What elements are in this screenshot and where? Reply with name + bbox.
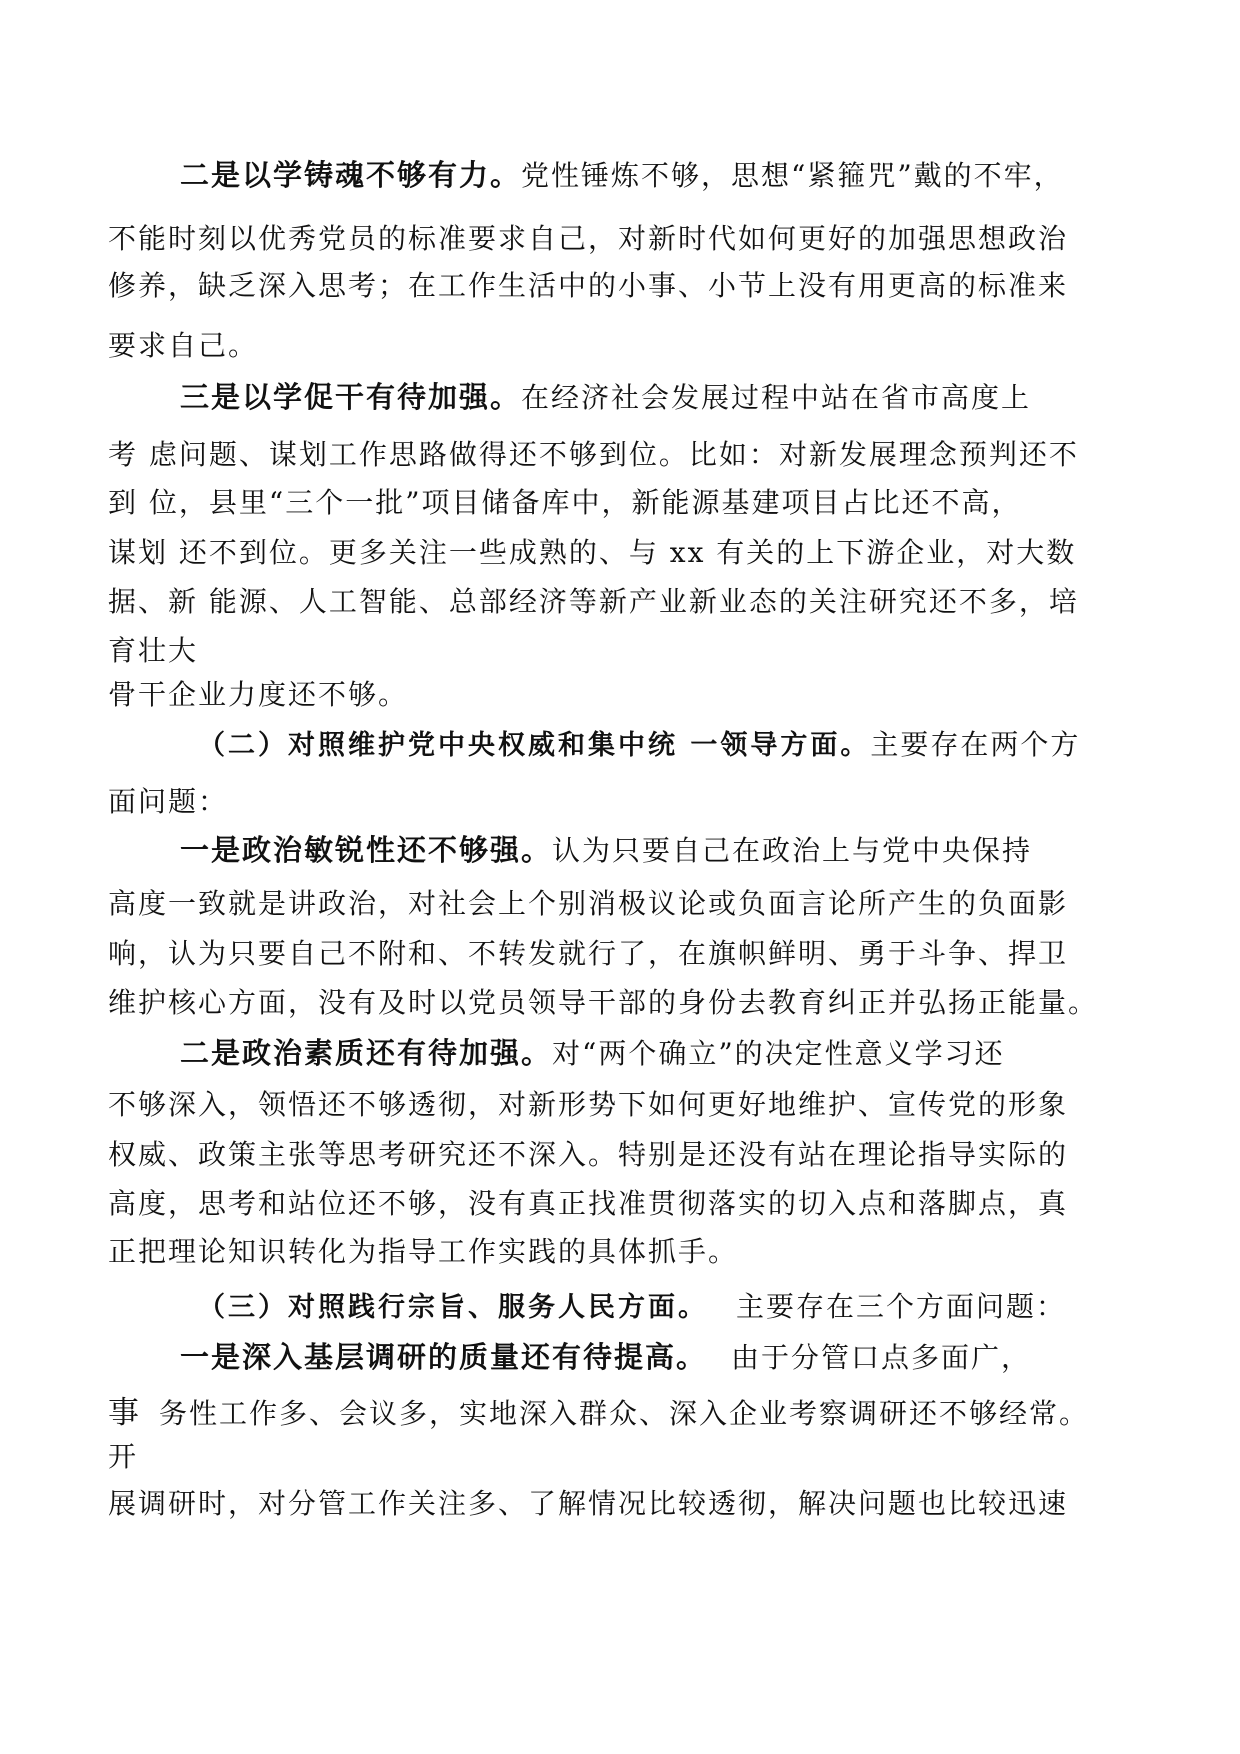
paragraph-line: 育壮大 (108, 634, 199, 667)
paragraph-line: 到 位，县里“三个一批”项目储备库中，新能源基建项目占比还不高， (108, 486, 1022, 519)
paragraph-lead: 一是政治敏锐性还不够强。 (180, 833, 553, 867)
paragraph-text: 认为只要自己在政治上与党中央保持 (552, 834, 1033, 867)
paragraph-text: 在经济社会发展过程中站在省市高度上 (521, 381, 1032, 414)
paragraph-text: 务性工作多、会议多，实地深入群众、深入企业考察调研还不够经常。 (159, 1397, 1090, 1430)
paragraph-line: 骨干企业力度还不够。 (108, 678, 409, 711)
paragraph-text: 由于分管口点多面广， (731, 1341, 1032, 1374)
paragraph-line (108, 1396, 1089, 1431)
paragraph-line: 权威、政策主张等思考研究还不深入。特别是还没有站在理论指导实际的 (108, 1138, 1069, 1171)
paragraph-text: 党性锤炼不够，思想“紧箍咒”戴的不牢， (521, 159, 1064, 192)
section-heading-line: 面问题： (108, 785, 229, 818)
section-heading-line (198, 728, 1080, 763)
paragraph-line: 开 (108, 1440, 139, 1473)
paragraph-line: 高度，思考和站位还不够，没有真正找准贯彻落实的切入点和落脚点，真 (108, 1187, 1069, 1220)
paragraph-text: 对“两个确立”的决定性意义学习还 (552, 1037, 1005, 1070)
paragraph-line: 修养，缺乏深入思考；在工作生活中的小事、小节上没有用更高的标准来 (108, 269, 1069, 302)
section-heading-line (198, 1290, 1066, 1325)
paragraph-line: 高度一致就是讲政治，对社会上个别消极议论或负面言论所产生的负面影 (108, 887, 1069, 920)
paragraph-lead: 二是以学铸魂不够有力。 (180, 158, 522, 192)
paragraph-line: 响，认为只要自己不附和、不转发就行了，在旗帜鲜明、勇于斗争、捍卫 (108, 937, 1069, 970)
paragraph-line (180, 833, 1032, 868)
section-heading-text: 主要存在两个方 (870, 728, 1081, 761)
paragraph-line (180, 1340, 1031, 1375)
paragraph-line: 不能时刻以优秀党员的标准要求自己，对新时代如何更好的加强思想政治 (108, 222, 1069, 255)
paragraph-lead: 二是政治素质还有待加强。 (180, 1036, 553, 1070)
paragraph-line: 不够深入，领悟还不够透彻，对新形势下如何更好地维护、宣传党的形象 (108, 1088, 1069, 1121)
section-heading-text: 主要存在三个方面问题： (736, 1290, 1067, 1323)
paragraph-line: 要求自己。 (108, 329, 259, 362)
paragraph-line: 考 虑问题、谋划工作思路做得还不够到位。比如：对新发展理念预判还不 (108, 438, 1079, 471)
paragraph-lead: 一是深入基层调研的质量还有待提高。 (180, 1340, 708, 1374)
paragraph-line: 正把理论知识转化为指导工作实践的具体抓手。 (108, 1235, 739, 1268)
paragraph-text: 事 (108, 1395, 141, 1431)
paragraph-line: 据、新 能源、人工智能、总部经济等新产业新业态的关注研究还不多，培 (108, 585, 1079, 618)
paragraph-line (180, 158, 1064, 193)
paragraph-lead: 三是以学促干有待加强。 (180, 380, 522, 414)
section-heading: （三）对照践行宗旨、服务人民方面。 (198, 1292, 708, 1323)
paragraph-line: 展调研时，对分管工作关注多、了解情况比较透彻，解决问题也比较迅速 (108, 1487, 1069, 1520)
section-heading: （二）对照维护党中央权威和集中统 一领导方面。 (198, 730, 871, 761)
paragraph-line: 谋划 还不到位。更多关注一些成熟的、与 xx 有关的上下游企业，对大数 (108, 536, 1077, 569)
paragraph-line: 维护核心方面，没有及时以党员领导干部的身份去教育纠正并弘扬正能量。 (108, 986, 1099, 1019)
paragraph-line (180, 1036, 1005, 1071)
paragraph-line (180, 380, 1031, 415)
